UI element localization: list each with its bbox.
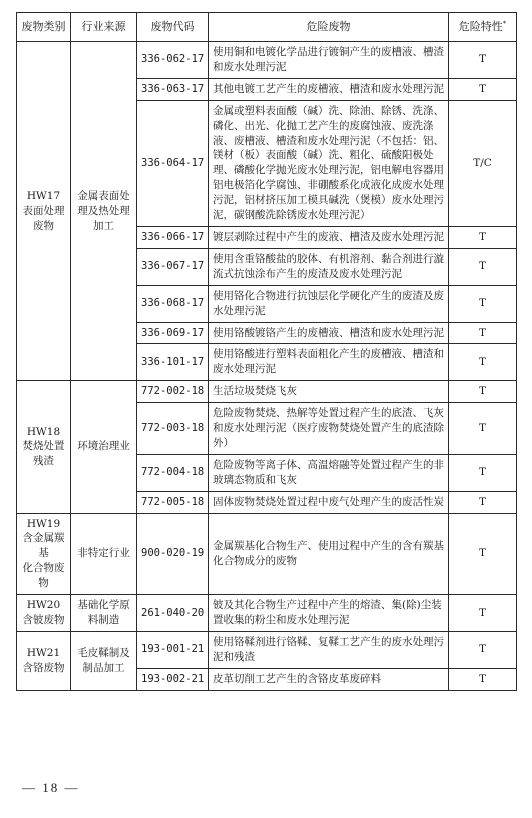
hazard-property-cell: T (449, 344, 517, 381)
waste-category-cell (17, 42, 71, 381)
header-row (17, 13, 517, 42)
waste-code-cell: 336-063-17 (137, 78, 209, 100)
industry-source-label: 金属表面处 理及热处理 加工 (77, 189, 130, 232)
waste-category-label: HW20 含铍废物 (22, 599, 65, 626)
waste-code-cell: 193-001-21 (137, 631, 209, 668)
waste-description-cell: 金属或塑料表面酸（碱）洗、除油、除锈、洗涤、磷化、出光、化抛工艺产生的废腐蚀液、废洗涤液、废槽液、槽渣和废水处理污泥（不包括：铝、镁材（板）表面酸（碱）洗、粗化、硫酸阳极处理、磷酸化学抛光废水处理污泥，铝电解电容器用铝电极箔化学腐蚀、非硼酸系化成液化成废水处理污泥，铝材挤压加工模具碱洗（煲模）废水处理污泥，碳钢酸洗除锈废水处理污泥） (209, 100, 449, 226)
header-waste: 危险废物 (209, 13, 449, 42)
waste-code-cell: 336-064-17 (137, 100, 209, 226)
waste-code-cell: 336-062-17 (137, 42, 209, 79)
waste-description-cell: 使用铬酸镀铬产生的废槽液、槽渣和废水处理污泥 (209, 322, 449, 344)
waste-code-cell: 900-020-19 (137, 513, 209, 595)
waste-code-cell: 336-068-17 (137, 285, 209, 322)
waste-description-cell: 皮革切削工艺产生的含铬皮革废碎料 (209, 668, 449, 690)
hazard-property-cell: T/C (449, 100, 517, 226)
waste-category-label: HW18 焚烧处置 残渣 (22, 425, 65, 468)
hazard-property-cell: T (449, 285, 517, 322)
waste-code-cell: 336-101-17 (137, 344, 209, 381)
hazard-property-cell: T (449, 226, 517, 248)
waste-category-label: HW17 表面处理 废物 (22, 189, 65, 232)
waste-description-cell: 铍及其化合物生产过程中产生的熔渣、集(除)尘装置收集的粉尘和废水处理污泥 (209, 595, 449, 632)
hazard-property-cell: T (449, 322, 517, 344)
waste-code-cell: 261-040-20 (137, 595, 209, 632)
waste-category-label: HW21 含铬废物 (22, 646, 65, 674)
industry-source-cell (71, 42, 137, 381)
industry-source-label: 环境治理业 (77, 440, 130, 453)
header-hazard: 危险特性* (449, 13, 517, 42)
waste-description-cell: 使用含重铬酸盐的胶体、有机溶剂、黏合剂进行漩流式抗蚀涂布产生的废渣及废水处理污泥 (209, 248, 449, 285)
waste-description-cell: 固体废物焚烧处置过程中废气处理产生的废活性炭 (209, 491, 449, 513)
waste-description-cell: 使用铬鞣剂进行铬鞣、复鞣工艺产生的废水处理污泥和残渣 (209, 631, 449, 668)
waste-description-cell: 金属羰基化合物生产、使用过程中产生的含有羰基化合物成分的废物 (209, 513, 449, 595)
hazard-property-cell: T (449, 42, 517, 79)
table-header (17, 13, 517, 42)
waste-code-cell: 772-002-18 (137, 381, 209, 403)
industry-source-cell (71, 595, 137, 632)
page-number: — 18 — (22, 780, 80, 795)
table-row (17, 513, 517, 595)
waste-code-cell: 336-066-17 (137, 226, 209, 248)
waste-description-cell: 镀层剥除过程中产生的废液、槽渣及废水处理污泥 (209, 226, 449, 248)
industry-source-label: 非特定行业 (77, 547, 130, 560)
waste-description-cell: 其他电镀工艺产生的废槽液、槽渣和废水处理污泥 (209, 78, 449, 100)
hazard-property-cell: T (449, 248, 517, 285)
table-row (17, 595, 517, 632)
waste-description-cell: 危险废物焚烧、热解等处置过程产生的底渣、飞灰和废水处理污泥（医疗废物焚烧处置产生的底渣除外） (209, 403, 449, 455)
waste-description-cell: 生活垃圾焚烧飞灰 (209, 381, 449, 403)
waste-description-cell: 危险废物等离子体、高温熔融等处置过程产生的非玻璃态物质和飞灰 (209, 454, 449, 491)
waste-description-cell: 使用铬化合物进行抗蚀层化学硬化产生的废渣及废水处理污泥 (209, 285, 449, 322)
waste-category-cell (17, 513, 71, 595)
hazard-property-cell: T (449, 595, 517, 632)
waste-category-cell (17, 595, 71, 632)
industry-source-cell (71, 631, 137, 690)
waste-description-cell: 使用铬酸进行塑料表面粗化产生的废槽液、槽渣和废水处理污泥 (209, 344, 449, 381)
hazardous-waste-table (16, 12, 517, 691)
hazard-property-cell: T (449, 491, 517, 513)
table-row (17, 631, 517, 668)
industry-source-cell (71, 381, 137, 513)
table-row (17, 42, 517, 79)
waste-code-cell: 772-004-18 (137, 454, 209, 491)
hazard-property-cell: T (449, 513, 517, 595)
waste-code-cell: 336-067-17 (137, 248, 209, 285)
table-body (17, 42, 517, 691)
hazard-property-cell: T (449, 78, 517, 100)
hazard-property-cell: T (449, 668, 517, 690)
waste-category-label: HW19 含金属羰基 化合物废物 (22, 517, 65, 590)
waste-code-cell: 772-003-18 (137, 403, 209, 455)
hazard-property-cell: T (449, 454, 517, 491)
table-row (17, 381, 517, 403)
hazard-property-cell: T (449, 403, 517, 455)
waste-description-cell: 使用铜和电镀化学品进行镀铜产生的废槽液、槽渣和废水处理污泥 (209, 42, 449, 79)
waste-category-cell (17, 381, 71, 513)
hazard-footnote-mark: * (502, 19, 507, 28)
hazard-property-cell: T (449, 631, 517, 668)
industry-source-label: 毛皮鞣制及 制品加工 (77, 646, 130, 674)
industry-source-label: 基础化学原 料制造 (77, 599, 130, 626)
waste-code-cell: 772-005-18 (137, 491, 209, 513)
waste-code-cell: 193-002-21 (137, 668, 209, 690)
header-industry: 行业来源 (71, 13, 137, 42)
hazard-property-cell: T (449, 381, 517, 403)
waste-code-cell: 336-069-17 (137, 322, 209, 344)
waste-category-cell (17, 631, 71, 690)
industry-source-cell (71, 513, 137, 595)
header-category: 废物类别 (17, 13, 71, 42)
header-code: 废物代码 (137, 13, 209, 42)
